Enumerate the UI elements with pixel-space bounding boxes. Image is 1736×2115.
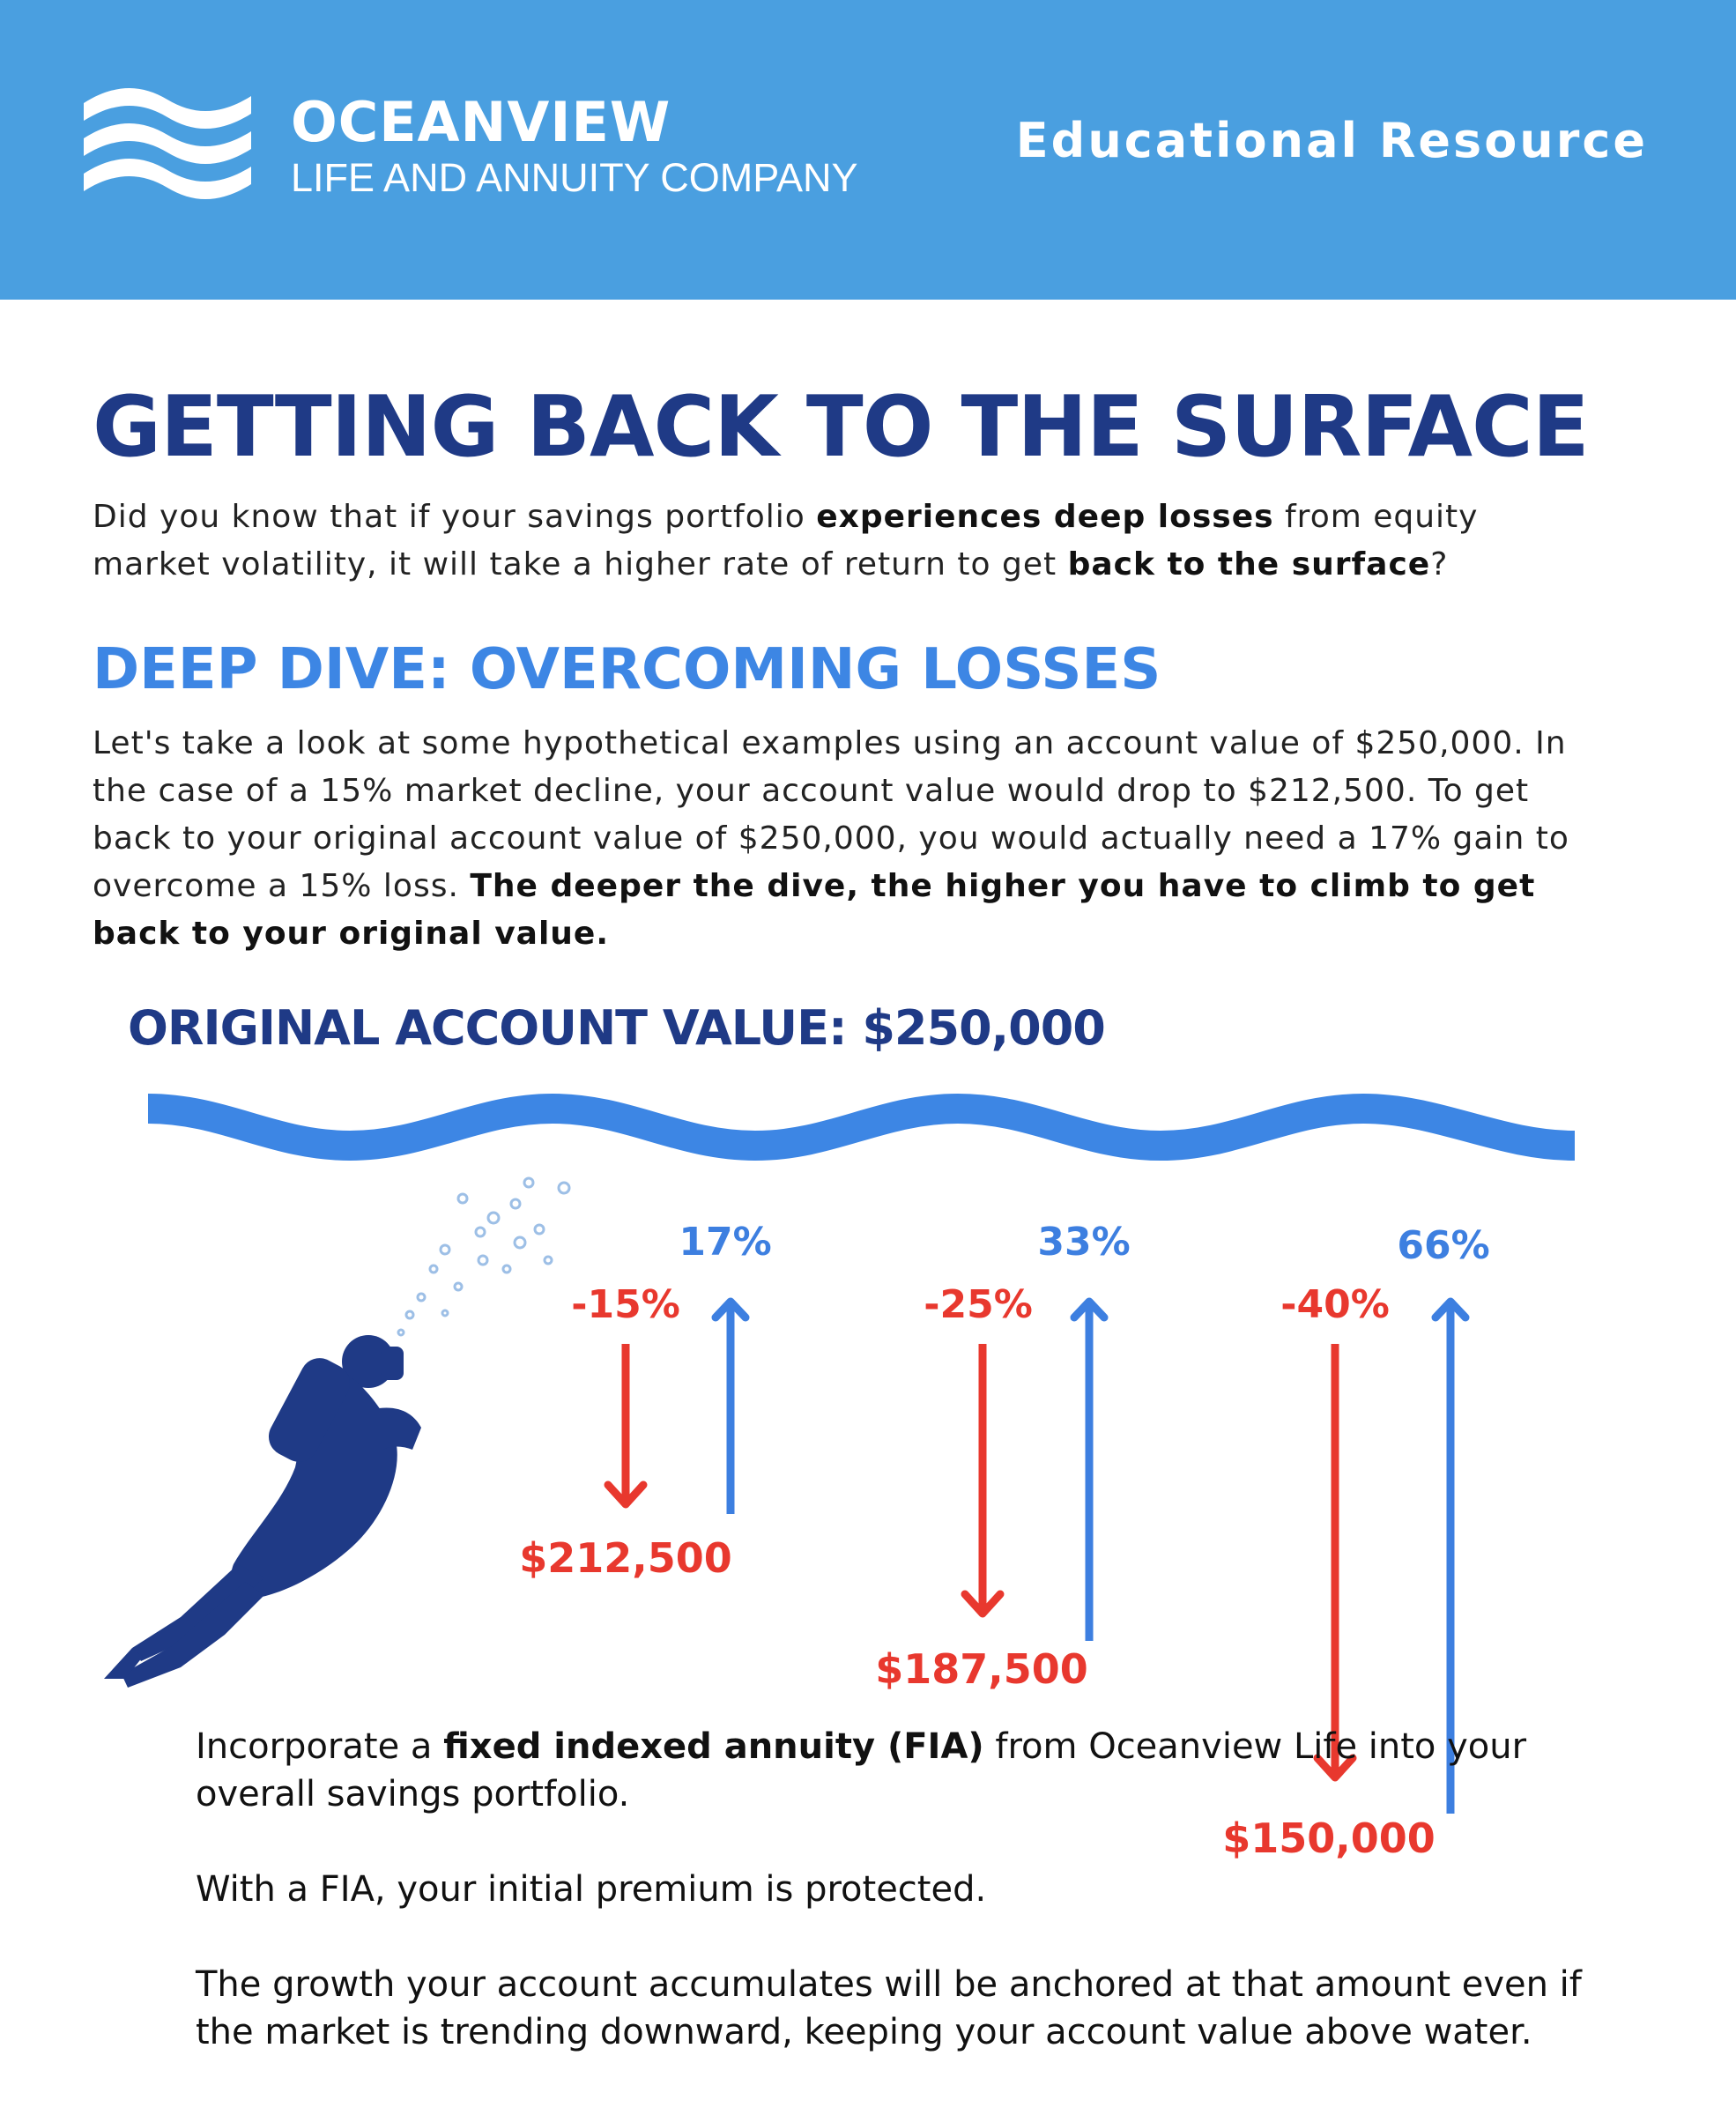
fia-paragraph-1 <box>196 1723 1650 1818</box>
chart-title: ORIGINAL ACCOUNT VALUE: $250,000 <box>128 1000 1105 1056</box>
section-heading: DEEP DIVE: OVERCOMING LOSSES <box>93 637 1161 702</box>
water-surface-wave <box>148 1109 1575 1146</box>
account-value-label: $150,000 <box>1222 1814 1436 1862</box>
gain-percent-label: 66% <box>1397 1223 1490 1268</box>
intro-bold-1: experiences deep losses <box>816 499 1274 535</box>
loss-percent-label: -25% <box>924 1282 1033 1327</box>
bubbles <box>398 1178 569 1335</box>
gain-percent-label: 17% <box>679 1220 772 1265</box>
gain-percent-label: 33% <box>1037 1220 1131 1265</box>
fia-text-2: from Oceanview Life into your overall savings portfolio. <box>196 1726 1527 1814</box>
intro-text-1: Did you know that if your savings portfolio <box>93 499 817 535</box>
fia-paragraph-3: The growth your account accumulates will be anchored at that amount even if the market is trending downward, keeping your account value above water. <box>196 1964 1582 2052</box>
deep-dive-text: Let's take a look at some hypothetical examples using an account value of $250,000. In the case of a 15% market decline, your account value would drop to $212,500. To get back to your original account value of $250,000, you would actually need a 17% gain to overcome a 15% loss. <box>93 725 1569 904</box>
loss-percent-label: -40% <box>1280 1282 1390 1327</box>
resource-label: Educational Resource <box>1015 113 1648 168</box>
loss-percent-label: -15% <box>571 1282 680 1327</box>
intro-text-2: from equity market volatility, it will take a higher rate of return to get <box>93 499 1479 583</box>
intro-text-3: ? <box>1430 546 1449 583</box>
intro-bold-2: back to the surface <box>1067 546 1431 583</box>
fia-paragraph-2: With a FIA, your initial premium is protected. <box>196 1869 987 1910</box>
fia-bold: fixed indexed annuity (FIA) <box>443 1726 984 1767</box>
fia-text-1: Incorporate a <box>196 1726 444 1767</box>
brand-name: OCEANVIEW <box>291 90 671 154</box>
brand-subtitle: LIFE AND ANNUITY COMPANY <box>291 155 858 200</box>
deep-dive-bold: The deeper the dive, the higher you have to climb to get back to your original value. <box>93 868 1536 952</box>
account-value-label: $187,500 <box>875 1645 1088 1693</box>
fia-section <box>196 1723 1650 2104</box>
account-value-label: $212,500 <box>519 1534 732 1582</box>
page-title: GETTING BACK TO THE SURFACE <box>93 379 1589 476</box>
diver-silhouette <box>104 1335 421 1688</box>
